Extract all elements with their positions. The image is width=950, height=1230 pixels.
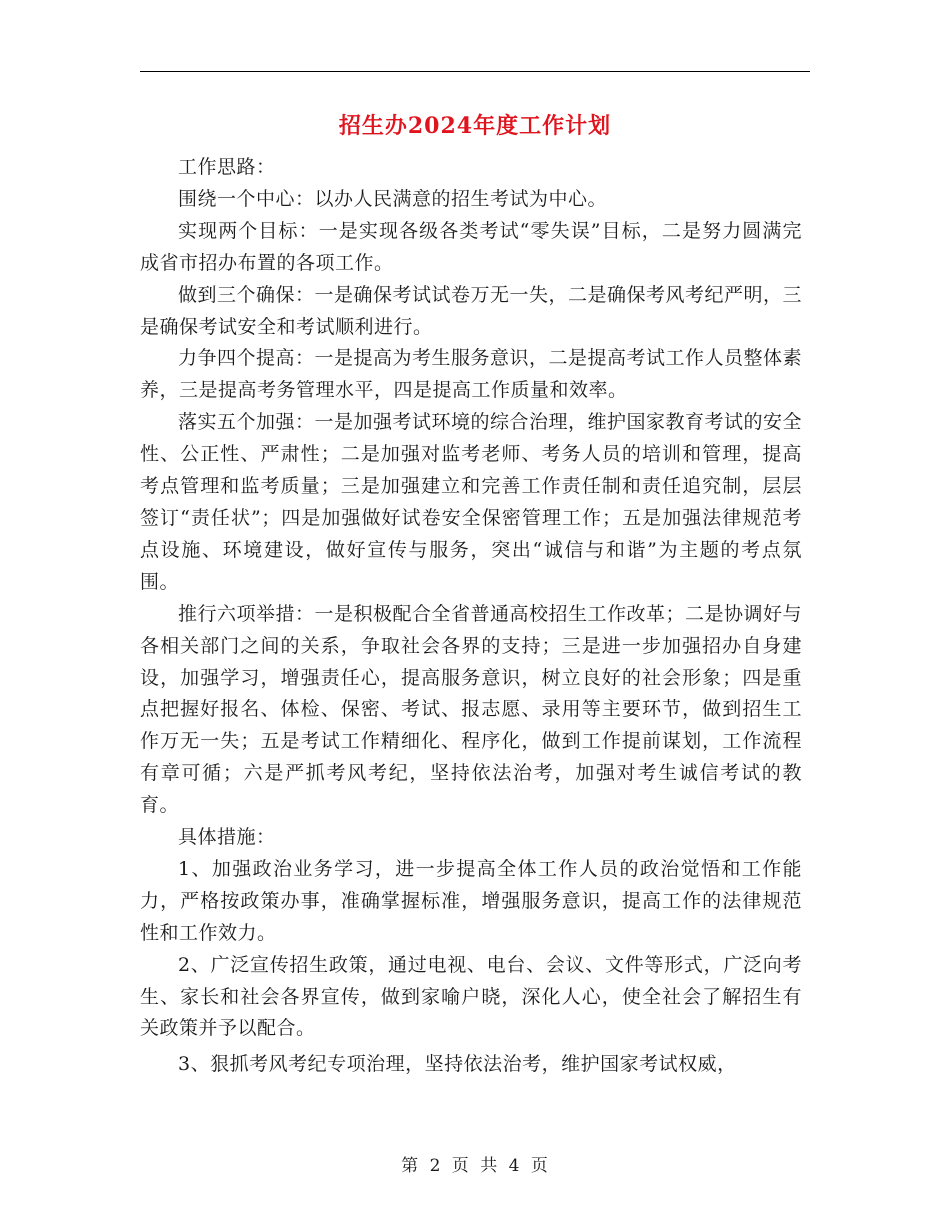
document-body <box>140 152 802 1081</box>
paragraph-two-goals: 实现两个目标：一是实现各级各类考试“零失误”目标，二是努力圆满完成省市招办布置的各项工作。 <box>140 219 802 274</box>
paragraph-one-center: 围绕一个中心：以办人民满意的招生考试为中心。 <box>178 187 608 210</box>
paragraph-five-strengthenings: 落实五个加强：一是加强考试环境的综合治理，维护国家教育考试的安全性、公正性、严肃性；二是加强对监考老师、考务人员的培训和管理，提高考点管理和监考质量；三是加强建立和完善工作责任制和责任追究制，层层签订“责任状”；四是加强做好试卷安全保密管理工作；五是加强法律规范考点设施、环境建设，做好宣传与服务，突出“诚信与和谐”为主题的考点氛围。 <box>140 411 803 593</box>
paragraph-four-improvements: 力争四个提高：一是提高为考生服务意识，二是提高考试工作人员整体素养，三是提高考务管理水平，四是提高工作质量和效率。 <box>140 347 803 402</box>
document-title: 招生办2024年度工作计划 <box>338 113 612 139</box>
paragraph-specific-measures: 具体措施： <box>178 826 276 849</box>
paragraph-six-measures: 推行六项举措：一是积极配合全省普通高校招生工作改革；二是协调好与各相关部门之间的关系，争取社会各界的支持；三是进一步加强招办自身建设，加强学习，增强责任心，提高服务意识，树立良好的社会形象；四是重点把握好报名、体检、保密、考试、报志愿、录用等主要环节，做到招生工作万无一失；五是考试工作精细化、程序化，做到工作提前谋划，工作流程有章可循；六是严抓考风考纪，坚持依法治考，加强对考生诚信考试的教育。 <box>140 602 803 817</box>
paragraph-work-approach: 工作思路： <box>178 156 276 178</box>
page-number: 第 2 页 共 4 页 <box>401 1156 549 1176</box>
paragraph-measure-3: 3、狠抓考风考纪专项治理，坚持依法治考，维护国家考试权威， <box>178 1053 737 1076</box>
paragraph-measure-1: 1、加强政治业务学习，进一步提高全体工作人员的政治觉悟和工作能力，严格按政策办事，准确掌握标准，增强服务意识，提高工作的法律规范性和工作效力。 <box>140 857 802 944</box>
header-rule <box>140 71 810 72</box>
paragraph-three-ensures: 做到三个确保：一是确保考试试卷万无一失，二是确保考风考纪严明，三是确保考试安全和考试顺利进行。 <box>140 283 803 338</box>
paragraph-measure-2: 2、广泛宣传招生政策，通过电视、电台、会议、文件等形式，广泛向考生、家长和社会各界宣传，做到家喻户晓，深化人心，使全社会了解招生有关政策并予以配合。 <box>140 953 802 1040</box>
